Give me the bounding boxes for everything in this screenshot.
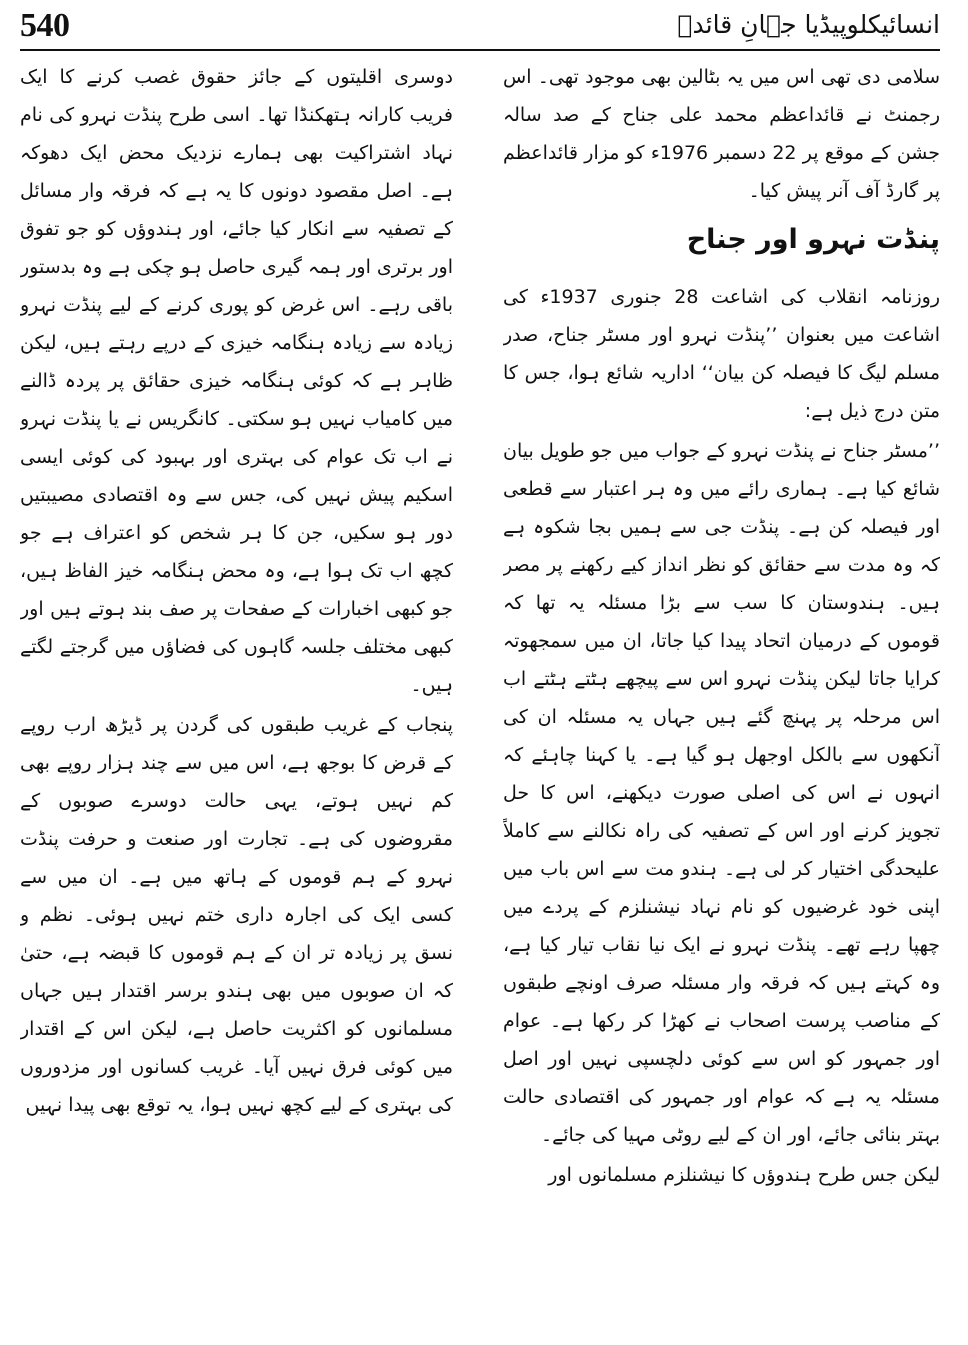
header-rule [20,49,940,51]
right-paragraph-3: لیکن جس طرح ہندوؤں کا نیشنلزم مسلمانوں اور [548,1164,940,1186]
left-column [20,58,453,1325]
running-title: انسائیکلوپیڈیا جہانِ قائدؒ [677,10,940,39]
right-paragraph-2: ’’مسٹر جناح نے پنڈت نہرو کے جواب میں جو طویل بیان شائع کیا ہے۔ ہماری رائے میں وہ ہر اعتبار سے قطعی اور فیصلہ کن ہے۔ پنڈت جی سے ہمیں بجا شکوہ ہے کہ وہ مدت سے حقائق کو نظر انداز کیے رکھنے پر مصر ہیں۔ ہندوستان کا سب سے بڑا مسئلہ یہ تھا کہ قوموں کے درمیان اتحاد پیدا کیا جاتا، ان میں سمجھوتہ کرایا جاتا لیکن پنڈت نہرو اس سے پیچھے ہٹتے ہٹتے اب اس مرحلہ پر پہنچ گئے ہیں جہاں یہ مسئلہ ان کی آنکھوں سے بالکل اوجھل ہو گیا ہے۔ یا کہنا چاہئے کہ انہوں نے اس کی اصلی صورت دیکھنے، اس کا حل تجویز کرنے اور اس کے تصفیہ کی راہ نکالنے سے کاملاً علیحدگی اختیار کر لی ہے۔ ہندو مت سے اس باب میں اپنی خود غرضیوں کو نام نہاد نیشنلزم کے پردے میں چھپا رہے تھے۔ پنڈت نہرو نے ایک نیا نقاب تیار کیا ہے، وہ کہتے ہیں کہ فرقہ وار مسئلہ صرف اونچے طبقوں کے مناصب پرست اصحاب نے کھڑا کر رکھا ہے۔ عوام اور جمہور کو اس سے کوئی دلچسپی نہیں اور اصل مسئلہ یہ ہے کہ عوام اور جمہور کی اقتصادی حالت بہتر بنائی جائے، اور ان کے لیے روٹی مہیا کی جائے۔ [503,440,940,1146]
right-paragraph-1: روزنامہ انقلاب کی اشاعت 28 جنوری 1937ء کی اشاعت میں بعنوان ’’پنڈت نہرو اور مسٹر جناح، صدر مسلم لیگ کا فیصلہ کن بیان‘‘ اداریہ شائع ہوا، جس کا متن درج ذیل ہے: [503,286,940,422]
page-header [20,4,940,50]
section-heading: پنڈت نہرو اور جناح [686,224,940,255]
right-column [503,58,940,1325]
page-number: 540 [20,7,70,44]
left-paragraph-2: پنجاب کے غریب طبقوں کی گردن پر ڈیڑھ ارب روپے کے قرض کا بوجھ ہے، اس میں سے چند ہزار روپے بھی کم نہیں ہوتے، یہی حالت دوسرے صوبوں کے مقروضوں کی ہے۔ تجارت اور صنعت و حرفت پنڈت نہرو کے ہم قوموں کے ہاتھ میں ہے۔ ان میں سے کسی ایک کی اجارہ داری ختم نہیں ہوئی۔ نظم و نسق پر زیادہ تر ان کے ہم قوموں کا قبضہ ہے، حتیٰ کہ ان صوبوں میں بھی ہندو برسر اقتدار ہیں جہاں مسلمانوں کو اکثریت حاصل ہے، لیکن اس کے اقتدار میں کوئی فرق نہیں آیا۔ غریب کسانوں اور مزدوروں کی بہتری کے لیے کچھ نہیں ہوا، یہ توقع بھی پیدا نہیں [20,714,453,1116]
left-paragraph-1: دوسری اقلیتوں کے جائز حقوق غصب کرنے کا ایک فریب کارانہ ہتھکنڈا تھا۔ اسی طرح پنڈت نہرو کی نام نہاد اشتراکیت بھی ہمارے نزدیک محض ایک دھوکہ ہے۔ اصل مقصود دونوں کا یہ ہے کہ فرقہ وار مسائل کے تصفیہ سے انکار کیا جائے، اور ہندوؤں کو جو تفوق اور برتری اور ہمہ گیری حاصل ہو چکی ہے وہ بدستور باقی رہے۔ اس غرض کو پوری کرنے کے لیے پنڈت نہرو زیادہ سے زیادہ ہنگامہ خیزی کے درپے رہتے ہیں، لیکن ظاہر ہے کہ کوئی ہنگامہ خیزی حقائق پر پردہ ڈالنے میں کامیاب نہیں ہو سکتی۔ کانگریس نے یا پنڈت نہرو نے اب تک عوام کی بہتری اور بہبود کی کوئی ایسی اسکیم پیش نہیں کی، جس سے وہ اقتصادی مصیبتیں دور ہو سکیں، جن کا ہر شخص کو اعتراف ہے جو کچھ اب تک ہوا ہے، وہ محض ہنگامہ خیز الفاظ ہیں، جو کبھی اخبارات کے صفحات پر صف بند ہوتے ہیں اور کبھی مختلف جلسہ گاہوں کی فضاؤں میں گرجتے لگتے ہیں۔ [20,66,453,696]
right-intro-paragraph: سلامی دی تھی اس میں یہ بٹالین بھی موجود تھی۔ اس رجمنٹ نے قائداعظم محمد علی جناح کے صد سالہ جشن کے موقع پر 22 دسمبر 1976ء کو مزار قائداعظم پر گارڈ آف آنر پیش کیا۔ [503,66,940,202]
